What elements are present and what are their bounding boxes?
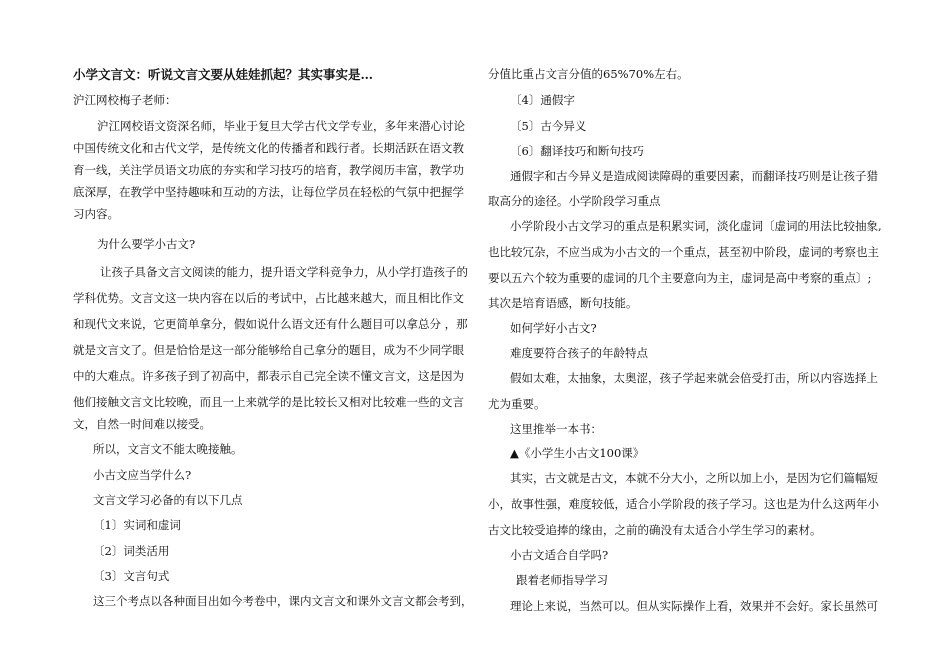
paragraph-line: 中的大难点。许多孩子到了初高中，都表示自己完全读不懂文言文，这是因为 xyxy=(73,369,464,383)
list-item: 〔4〕通假字 xyxy=(510,93,575,107)
paragraph-line: 其次是培育语感，断句技能。 xyxy=(488,296,638,310)
question-heading: 小古文适合自学吗? xyxy=(510,548,609,562)
question-heading: 小古文应当学什么? xyxy=(93,468,192,482)
intro-line: 底深厚，在教学中坚持趣味和互动的方法，让每位学员在轻松的气氛中把握学 xyxy=(73,185,464,199)
paragraph-line: 理论上来说，当然可以。但从实际操作上看，效果并不会好。家长虽然可 xyxy=(510,599,878,613)
question-heading: 为什么要学小古文? xyxy=(97,237,196,251)
paragraph-line: 学科优势。文言文这一块内容在以后的考试中，占比越来越大，而且相比作文 xyxy=(73,291,464,305)
paragraph-line: 这里推举一本书： xyxy=(510,422,602,436)
book-title: ▲《小学生小古文100课》 xyxy=(510,446,645,460)
paragraph-line: 也比较冗杂，不应当成为小古文的一个重点，甚至初中阶段，虚词的考察也主 xyxy=(488,245,879,259)
paragraph-line: 其实，古文就是古文，本就不分大小，之所以加上小，是因为它们篇幅短 xyxy=(510,471,878,485)
paragraph-line: 文，自然一时间难以接受。 xyxy=(73,417,211,431)
paragraph-line: 跟着老师指导学习 xyxy=(516,573,608,587)
paragraph-line: 小学阶段小古文学习的重点是积累实词，淡化虚词〔虚词的用法比较抽象, xyxy=(510,219,882,233)
paragraph-line: 分值比重占文言分值的65%70%左右。 xyxy=(488,67,689,81)
paragraph-line: 通假字和古今异义是造成阅读障碍的重要因素，而翻译技巧则是让孩子猎 xyxy=(510,169,878,183)
question-heading: 如何学好小古文? xyxy=(510,321,597,335)
intro-line: 沪江网校语文资深名师，毕业于复旦大学古代文学专业，多年来潜心讨论 xyxy=(97,119,465,133)
paragraph-line: 让孩子具备文言文阅读的能力，提升语文学科竞争力，从小学打造孩子的 xyxy=(100,265,468,279)
paragraph-line: 古文比较受追捧的缘由，之前的确没有太适合小学生学习的素材。 xyxy=(488,523,822,537)
list-item: 〔6〕翻译技巧和断句技巧 xyxy=(510,144,644,158)
intro-line: 习内容。 xyxy=(73,207,119,221)
paragraph-line: 所以，文言文不能太晚接触。 xyxy=(93,442,243,456)
list-item: 〔5〕古今异义 xyxy=(510,119,587,133)
paragraph-line: 文言文学习必备的有以下几点 xyxy=(93,493,243,507)
paragraph-line: 假如太难，太抽象，太奥涩，孩子学起来就会倍受打击，所以内容选择上 xyxy=(510,371,878,385)
paragraph-line: 他们接触文言文比较晚，而且一上来就学的是比较长又相对比较难一些的文言 xyxy=(73,395,464,409)
list-item: 〔1〕实词和虚词 xyxy=(93,518,181,532)
paragraph-line: 和现代文来说，它更简单拿分，假如说什么语文还有什么题目可以拿总分 ，那 xyxy=(73,317,468,331)
paragraph-line: 难度要符合孩子的年龄特点 xyxy=(510,346,648,360)
paragraph-line: 尤为重要。 xyxy=(488,397,546,411)
intro-line: 中国传统文化和古代文学，是传统文化的传播者和践行者。长期活跃在语文教 xyxy=(73,141,464,155)
list-item: 〔2〕词类活用 xyxy=(93,544,170,558)
paragraph-line: 要以五六个较为重要的虚词的几个主要意向为主，虚词是高中考察的重点〕; xyxy=(488,271,872,285)
paragraph-line: 小，故事性强，难度较低，适合小学阶段的孩子学习。这也是为什么这两年小 xyxy=(488,497,879,511)
intro-line: 育一线，关注学员语文功底的夯实和学习技巧的培育，教学阅历丰富，教学功 xyxy=(73,163,464,177)
list-item: 〔3〕文言句式 xyxy=(93,569,170,583)
article-title: 小学文言文：听说文言文要从娃娃抓起？其实事实是… xyxy=(73,67,374,82)
paragraph-line: 就是文言文了。但是恰恰是这一部分能够给自己拿分的题目，成为不少同学眼 xyxy=(73,343,464,357)
paragraph-line: 这三个考点以各种面目出如今考卷中，课内文言文和课外文言文都会考到， xyxy=(93,594,473,608)
author-line: 沪江网校梅子老师： xyxy=(73,93,177,107)
paragraph-line: 取高分的途径。小学阶段学习重点 xyxy=(488,194,661,208)
